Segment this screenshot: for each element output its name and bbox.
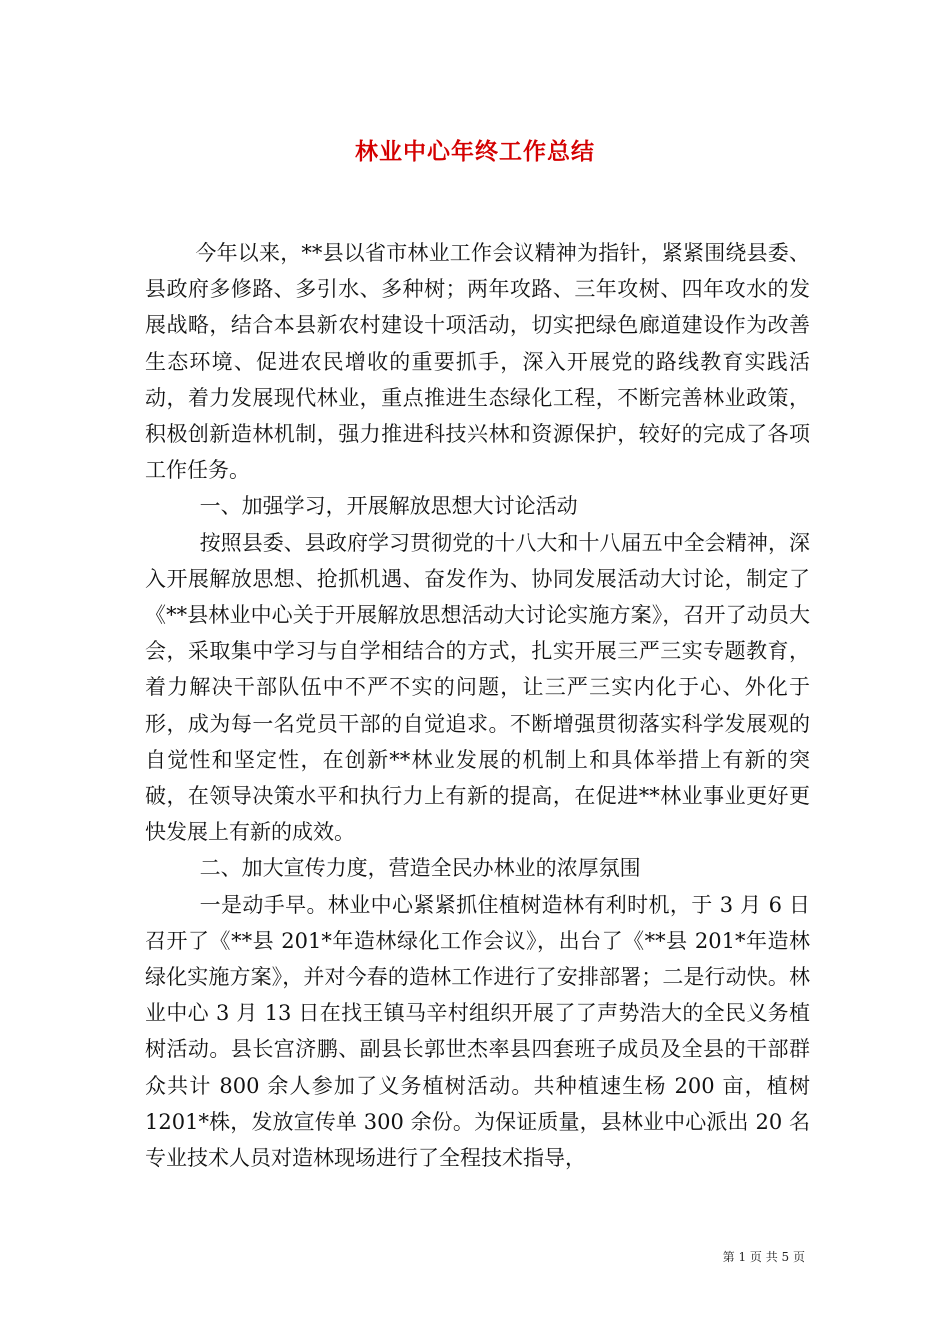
document-body	[145, 235, 810, 1176]
section-heading-2: 二、加大宣传力度，营造全民办林业的浓厚氛围	[199, 856, 641, 881]
intro-paragraph: 今年以来，**县以省市林业工作会议精神为指针，紧紧围绕县委、县政府多修路、多引水、多种树；两年攻路、三年攻树、四年攻水的发展战略，结合本县新农村建设十项活动，切实把绿色廊道建设作为改善生态环境、促进农民增收的重要抓手，深入开展党的路线教育实践活动，着力发展现代林业，重点推进生态绿化工程，不断完善林业政策，积极创新造林机制，强力推进科技兴林和资源保护，较好的完成了各项工作任务。	[145, 241, 810, 483]
section-1-paragraph: 按照县委、县政府学习贯彻党的十八大和十八届五中全会精神，深入开展解放思想、抢抓机遇、奋发作为、协同发展活动大讨论，制定了《**县林业中心关于开展解放思想活动大讨论实施方案》，召开了动员大会，采取集中学习与自学相结合的方式，扎实开展三严三实专题教育，着力解决干部队伍中不严不实的问题，让三严三实内化于心、外化于形，成为每一名党员干部的自觉追求。不断增强贯彻落实科学发展观的自觉性和坚定性，在创新**林业发展的机制上和具体举措上有新的突破，在领导决策水平和执行力上有新的提高，在促进**林业事业更好更快发展上有新的成效。	[145, 530, 810, 845]
section-2-paragraph: 一是动手早。林业中心紧紧抓住植树造林有利时机，于 3 月 6 日召开了《**县 201*年造林绿化工作会议》，出台了《**县 201*年造林绿化实施方案》，并对今春的造林工作进行了安排部署；二是行动快。林业中心 3 月 13 日在找王镇马辛村组织开展了了声势浩大的全民义务植树活动。县长宫济鹏、副县长郭世杰率县四套班子成员及全县的干部群众共计 800 余人参加了义务植树活动。共种植速生杨 200 亩，植树 1201*株，发放宣传单 300 余份。为保证质量，县林业中心派出 20 名专业技术人员对造林现场进行了全程技术指导，	[145, 892, 810, 1171]
page-number-footer: 第 1 页 共 5 页	[722, 1250, 805, 1264]
document-title: 林业中心年终工作总结	[355, 139, 595, 165]
section-heading-1: 一、加强学习，开展解放思想大讨论活动	[199, 494, 578, 519]
